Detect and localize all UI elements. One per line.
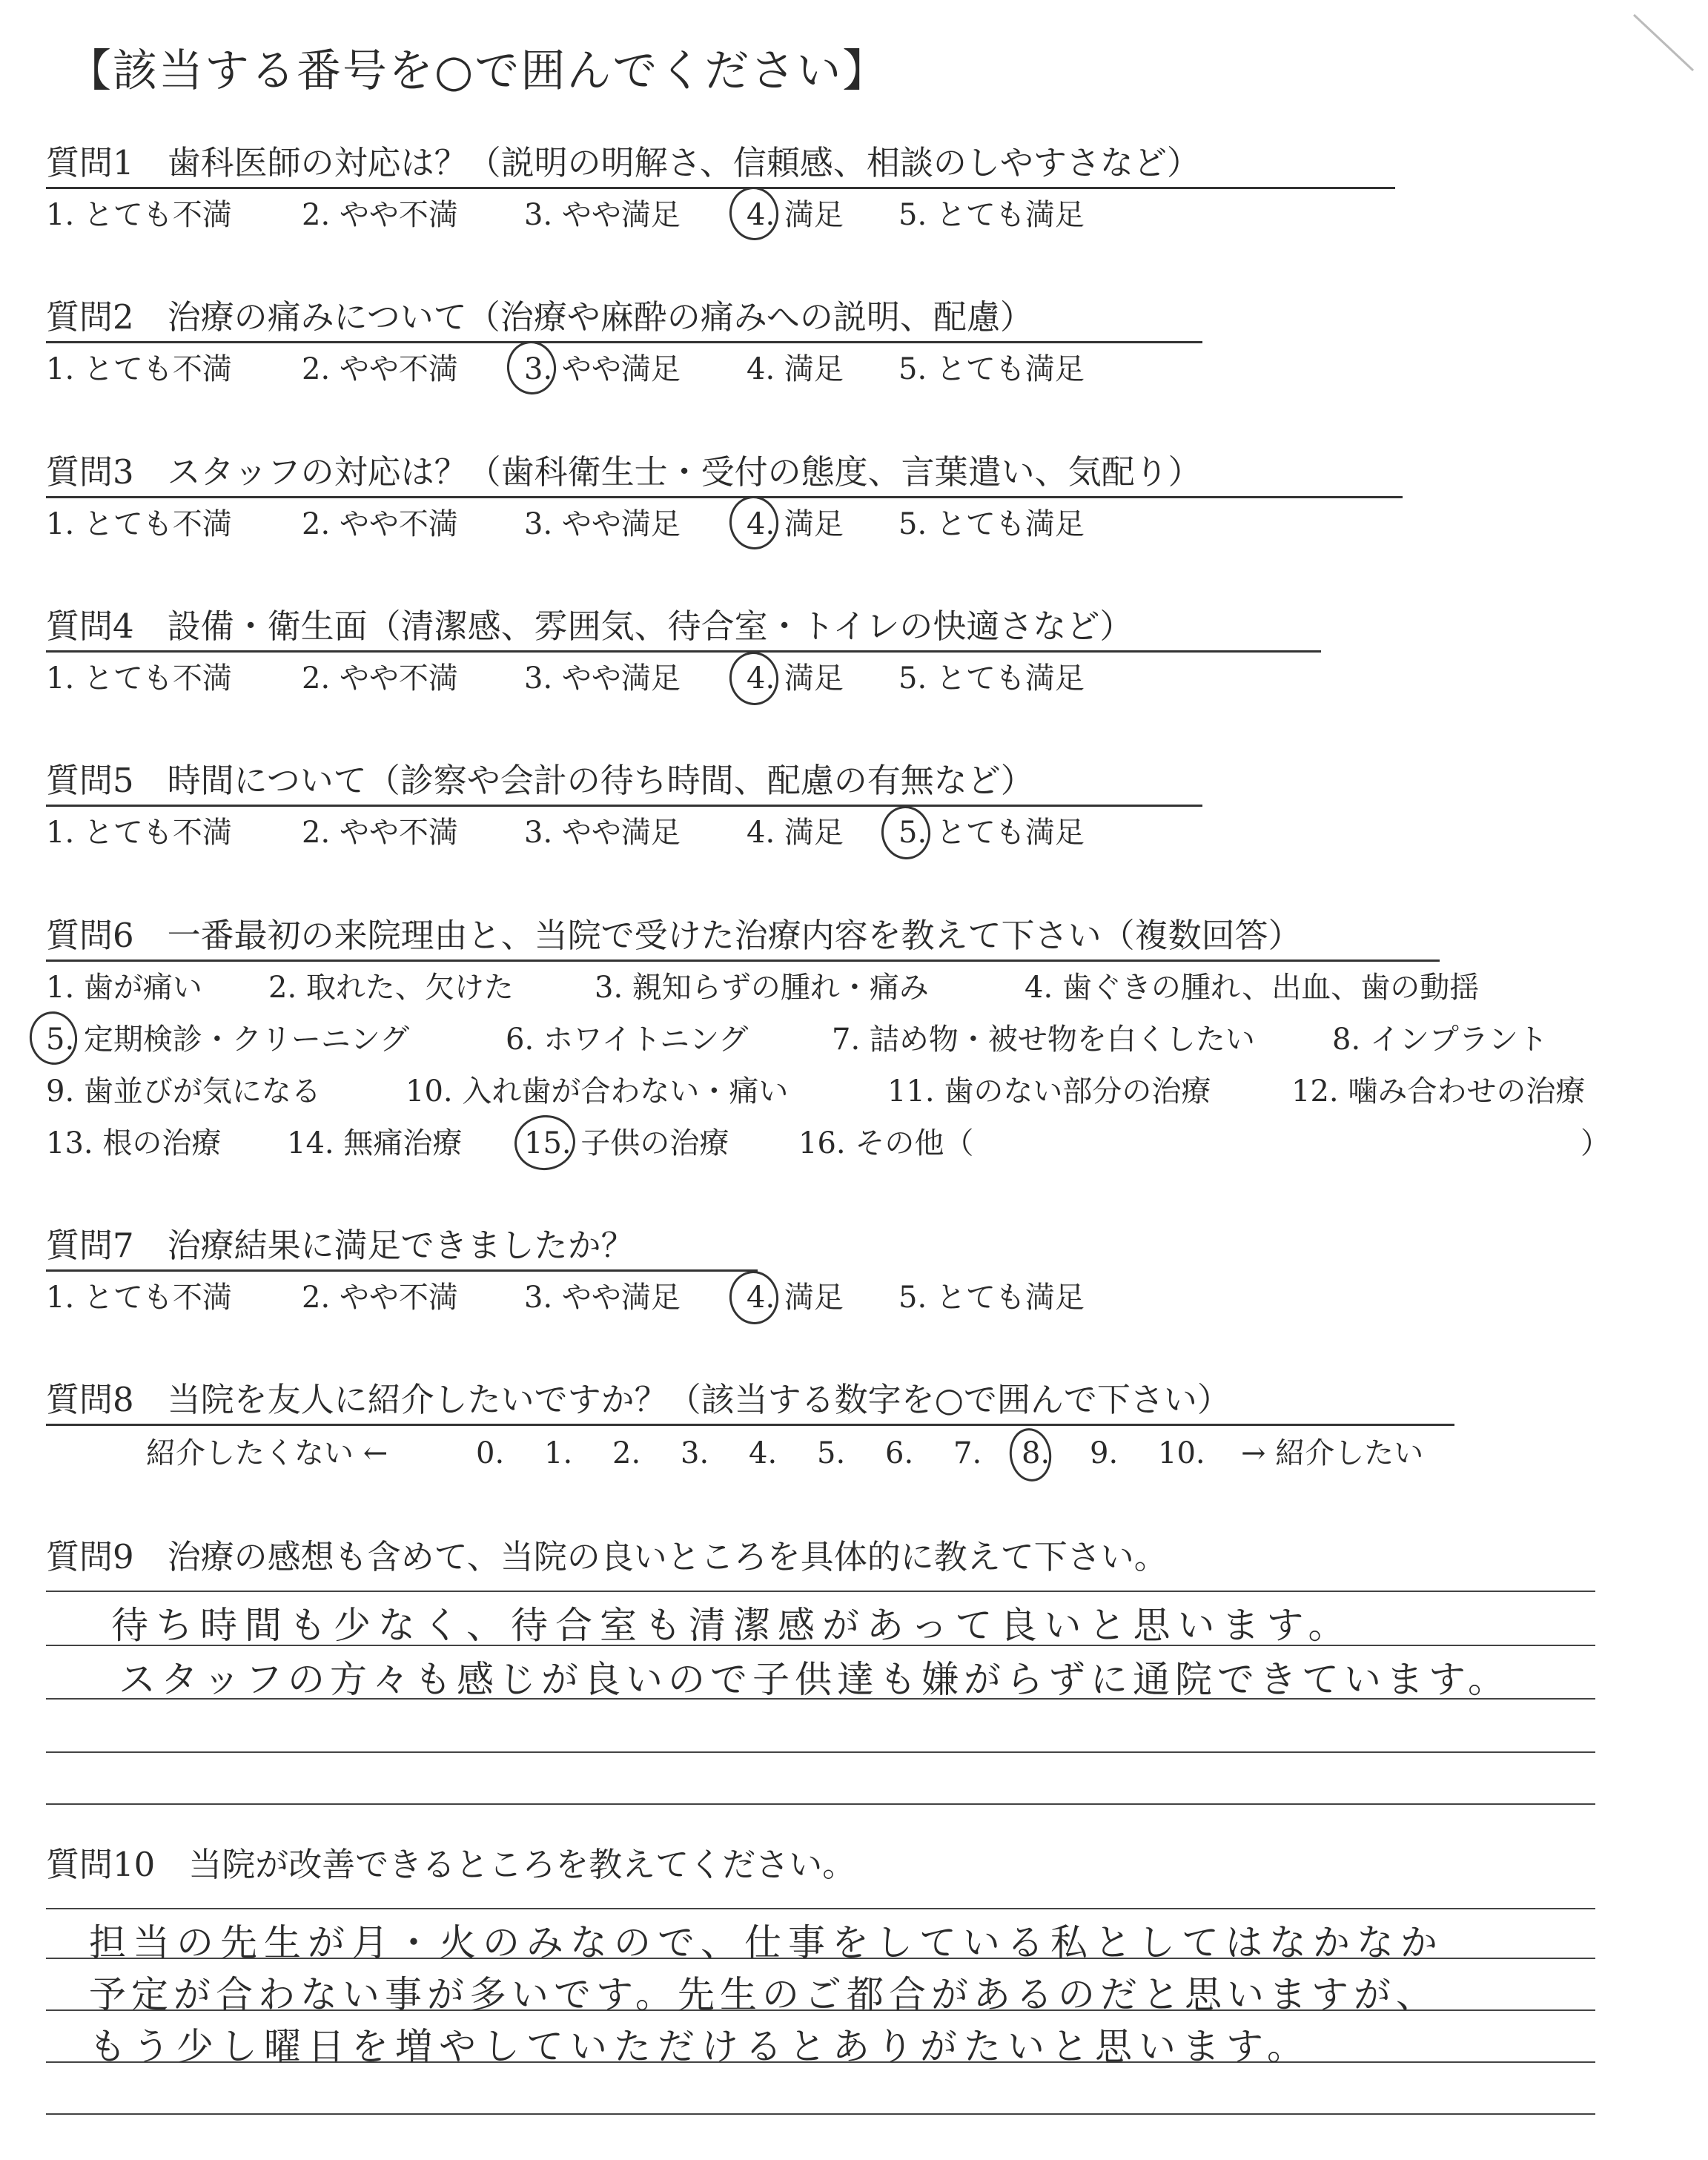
question-7-underline: [46, 1269, 758, 1272]
q8-right-label: → 紹介したい: [1241, 1436, 1424, 1470]
q4-option-3[interactable]: 3. やや満足: [524, 661, 681, 696]
q10-handwritten-answer-1: 担当の先生が月・火のみなので、仕事をしている私としてはなかなか: [89, 1921, 1444, 1964]
question-6-title: 質問6 一番最初の来院理由と、当院で受けた治療内容を教えて下さい（複数回答）: [46, 916, 1302, 955]
q10-handwritten-answer-2: 予定が合わない事が多いです。先生のご都合があるのだと思いますが、: [89, 1973, 1438, 2016]
q6-option-12[interactable]: 12. 噛み合わせの治療: [1291, 1074, 1586, 1109]
q8-number-3[interactable]: 3.: [681, 1436, 709, 1470]
q9-handwritten-answer-2: スタッフの方々も感じが良いので子供達も嫌がらずに通院できています。: [119, 1658, 1510, 1701]
q5-option-5[interactable]: 5. とても満足: [898, 816, 1085, 850]
q1-option-2[interactable]: 2. やや不満: [302, 198, 458, 232]
q6-option-3[interactable]: 3. 親知らずの腫れ・痛み: [595, 971, 929, 1005]
q7-option-4[interactable]: 4. 満足: [747, 1281, 844, 1315]
question-5-underline: [46, 805, 1202, 807]
q6-option-10[interactable]: 10. 入れ歯が合わない・痛い: [406, 1074, 789, 1109]
page-heading: 【該当する番号を○で囲んでください】: [67, 45, 889, 97]
q3-option-4[interactable]: 4. 満足: [747, 507, 844, 541]
q6-option-7[interactable]: 7. 詰め物・被せ物を白くしたい: [832, 1023, 1255, 1057]
question-10-title: 質問10 当院が改善できるところを教えてください。: [46, 1845, 856, 1884]
q8-number-4[interactable]: 4.: [749, 1436, 778, 1470]
q6-option-2[interactable]: 2. 取れた、欠けた: [268, 971, 514, 1005]
question-3-options: [46, 503, 1232, 548]
q8-number-8[interactable]: 8.: [1022, 1436, 1050, 1470]
question-5-options: [46, 812, 1232, 856]
q2-option-1[interactable]: 1. とても不満: [46, 352, 232, 386]
q6-option-11[interactable]: 11. 歯のない部分の治療: [887, 1074, 1211, 1109]
question-4-options: [46, 658, 1232, 702]
q6-option-13[interactable]: 13. 根の治療: [46, 1126, 222, 1160]
q7-option-3[interactable]: 3. やや満足: [524, 1281, 681, 1315]
q2-option-2[interactable]: 2. やや不満: [302, 352, 458, 386]
q2-option-4[interactable]: 4. 満足: [747, 352, 844, 386]
question-1-title: 質問1 歯科医師の対応は？（説明の明解さ、信頼感、相談のしやすさなど）: [46, 143, 1200, 182]
q3-option-5[interactable]: 5. とても満足: [898, 507, 1085, 541]
q9-answer-line-1: [46, 1591, 1595, 1592]
q4-option-5[interactable]: 5. とても満足: [898, 661, 1085, 696]
q1-option-4[interactable]: 4. 満足: [747, 198, 844, 232]
q6-option-8[interactable]: 8. インプラント: [1332, 1023, 1548, 1057]
question-3-title: 質問3 スタッフの対応は？（歯科衛生士・受付の態度、言葉遣い、気配り）: [46, 452, 1202, 492]
q8-number-1[interactable]: 1.: [544, 1436, 573, 1470]
question-6-options: [46, 967, 1640, 1175]
q8-number-10[interactable]: 10.: [1158, 1436, 1205, 1470]
q6-option-4[interactable]: 4. 歯ぐきの腫れ、出血、歯の動揺: [1025, 971, 1480, 1005]
question-9-title: 質問9 治療の感想も含めて、当院の良いところを具体的に教えて下さい。: [46, 1537, 1168, 1576]
q5-option-3[interactable]: 3. やや満足: [524, 816, 681, 850]
q4-option-1[interactable]: 1. とても不満: [46, 661, 232, 696]
question-2-options: [46, 349, 1232, 393]
q6-option-1[interactable]: 1. 歯が痛い: [46, 971, 202, 1005]
question-5-title: 質問5 時間について（診察や会計の待ち時間、配慮の有無など）: [46, 761, 1034, 800]
q5-option-1[interactable]: 1. とても不満: [46, 816, 232, 850]
q10-handwritten-answer-3: もう少し曜日を増やしていただけるとありがたいと思います。: [89, 2025, 1311, 2068]
q8-number-2[interactable]: 2.: [612, 1436, 641, 1470]
question-8-underline: [46, 1424, 1454, 1426]
question-3-underline: [46, 496, 1403, 498]
question-1-options: [46, 194, 1232, 239]
q8-left-label: 紹介したくない ←: [146, 1436, 388, 1470]
question-7-options: [46, 1277, 1232, 1321]
q6-option-15[interactable]: 15. 子供の治療: [524, 1126, 729, 1160]
q8-number-7[interactable]: 7.: [953, 1436, 982, 1470]
q7-option-2[interactable]: 2. やや不満: [302, 1281, 458, 1315]
q1-option-1[interactable]: 1. とても不満: [46, 198, 232, 232]
question-2-underline: [46, 341, 1202, 343]
q7-option-5[interactable]: 5. とても満足: [898, 1281, 1085, 1315]
page-corner-fold: [1619, 0, 1708, 89]
q8-number-6[interactable]: 6.: [885, 1436, 914, 1470]
question-4-underline: [46, 650, 1321, 653]
q6-option-14[interactable]: 14. 無痛治療: [287, 1126, 463, 1160]
q7-option-1[interactable]: 1. とても不満: [46, 1281, 232, 1315]
question-8-scale: [46, 1433, 1492, 1477]
q6-option-5[interactable]: 5. 定期検診・クリーニング: [46, 1023, 410, 1057]
q10-answer-line-1: [46, 1908, 1595, 1909]
q3-option-3[interactable]: 3. やや満足: [524, 507, 681, 541]
q6-option-9[interactable]: 9. 歯並びが気になる: [46, 1074, 321, 1109]
q3-option-1[interactable]: 1. とても不満: [46, 507, 232, 541]
q2-option-3[interactable]: 3. やや満足: [524, 352, 681, 386]
q3-option-2[interactable]: 2. やや不満: [302, 507, 458, 541]
question-7-title: 質問7 治療結果に満足できましたか？: [46, 1226, 635, 1265]
q4-option-4[interactable]: 4. 満足: [747, 661, 844, 696]
q5-option-2[interactable]: 2. やや不満: [302, 816, 458, 850]
q4-option-2[interactable]: 2. やや不満: [302, 661, 458, 696]
q9-answer-line-4: [46, 1751, 1595, 1753]
question-4-title: 質問4 設備・衛生面（清潔感、雰囲気、待合室・トイレの快適さなど）: [46, 607, 1133, 646]
q8-number-0[interactable]: 0.: [476, 1436, 505, 1470]
q1-option-5[interactable]: 5. とても満足: [898, 198, 1085, 232]
q9-answer-line-5: [46, 1803, 1595, 1805]
question-1-underline: [46, 187, 1395, 189]
q1-option-3[interactable]: 3. やや満足: [524, 198, 681, 232]
q6-option-16[interactable]: 16. その他（: [798, 1126, 974, 1160]
q6-option-6[interactable]: 6. ホワイトニング: [506, 1023, 749, 1057]
q10-answer-line-5: [46, 2113, 1595, 2115]
q8-number-9[interactable]: 9.: [1090, 1436, 1119, 1470]
q9-handwritten-answer-1: 待ち時間も少なく、待合室も清潔感があって良いと思います。: [111, 1604, 1353, 1647]
q5-option-4[interactable]: 4. 満足: [747, 816, 844, 850]
q6-selection-circle-15: [511, 1112, 579, 1175]
q8-number-5[interactable]: 5.: [817, 1436, 846, 1470]
q6-other-close-paren: ）: [1580, 1126, 1610, 1160]
q2-option-5[interactable]: 5. とても満足: [898, 352, 1085, 386]
question-8-title: 質問8 当院を友人に紹介したいですか？（該当する数字を○で囲んで下さい）: [46, 1380, 1231, 1419]
question-2-title: 質問2 治療の痛みについて（治療や麻酔の痛みへの説明、配慮）: [46, 297, 1033, 337]
question-6-underline: [46, 960, 1440, 962]
